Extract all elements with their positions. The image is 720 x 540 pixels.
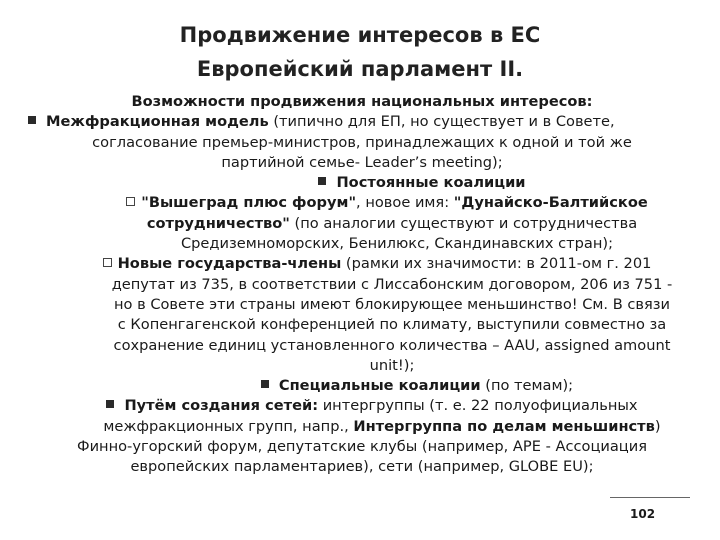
slide-body [28,92,696,478]
title-line-2: Европейский парламент II. [196,57,524,81]
text-line: сохранение единиц установленного количества – AAU, assigned amount [113,336,671,354]
bullet-interfraction-model: Межфракционная модель (типично для ЕП, но существует и в Совете, [28,112,696,132]
bullet-special-coalitions: Специальные коалиции (по темам); [28,376,696,396]
subbullet-visegrad: "Вышеград плюс форум", новое имя: "Дунайско-Балтийское [28,193,696,213]
text-line: партийной семье- Leader’s meeting); [221,153,503,171]
square-bullet-icon [318,177,326,185]
page-number: 102 [630,507,656,521]
footer-divider [610,497,690,498]
text-line: депутат из 735, в соответствии с Лиссабонским договором, 206 из 751 - [111,275,673,293]
text-line: Финно-угорский форум, депутатские клубы (например, APE - Ассоциация [77,438,647,456]
text-line: европейских парламентариев), сети (например, GLOBE EU); [130,458,594,476]
hollow-square-bullet-icon [126,197,135,206]
title-line-1: Продвижение интересов в ЕС [179,23,541,47]
bullet-networks: Путём создания сетей: интергруппы (т. е. 22 полуофициальных [28,396,696,416]
text-line: межфракционных групп, напр., Интергруппа по делам меньшинств) [103,417,661,435]
intro-heading: Возможности продвижения национальных интересов: [131,93,593,110]
text-line: с Копенгагенской конференцией по климату, выступили совместно за [117,316,667,334]
text-line: сотрудничество" (по аналогии существуют и сотрудничества [146,214,638,232]
text-line: Средиземноморских, Бенилюкс, Скандинавских стран); [180,235,614,253]
square-bullet-icon [261,380,269,388]
subbullet-new-member-states: Новые государства-члены (рамки их значимости: в 2011-ом г. 201 [28,254,696,274]
text-line: unit!); [369,356,415,374]
bullet-permanent-coalitions: Постоянные коалиции [28,173,696,193]
square-bullet-icon [106,400,114,408]
hollow-square-bullet-icon [103,258,112,267]
text-line: но в Совете эти страны имеют блокирующее меньшинство! См. В связи [113,295,671,313]
text-line: согласование премьер-министров, принадлежащих к одной и той же [92,133,632,151]
square-bullet-icon [28,116,36,124]
slide-title [0,18,720,86]
